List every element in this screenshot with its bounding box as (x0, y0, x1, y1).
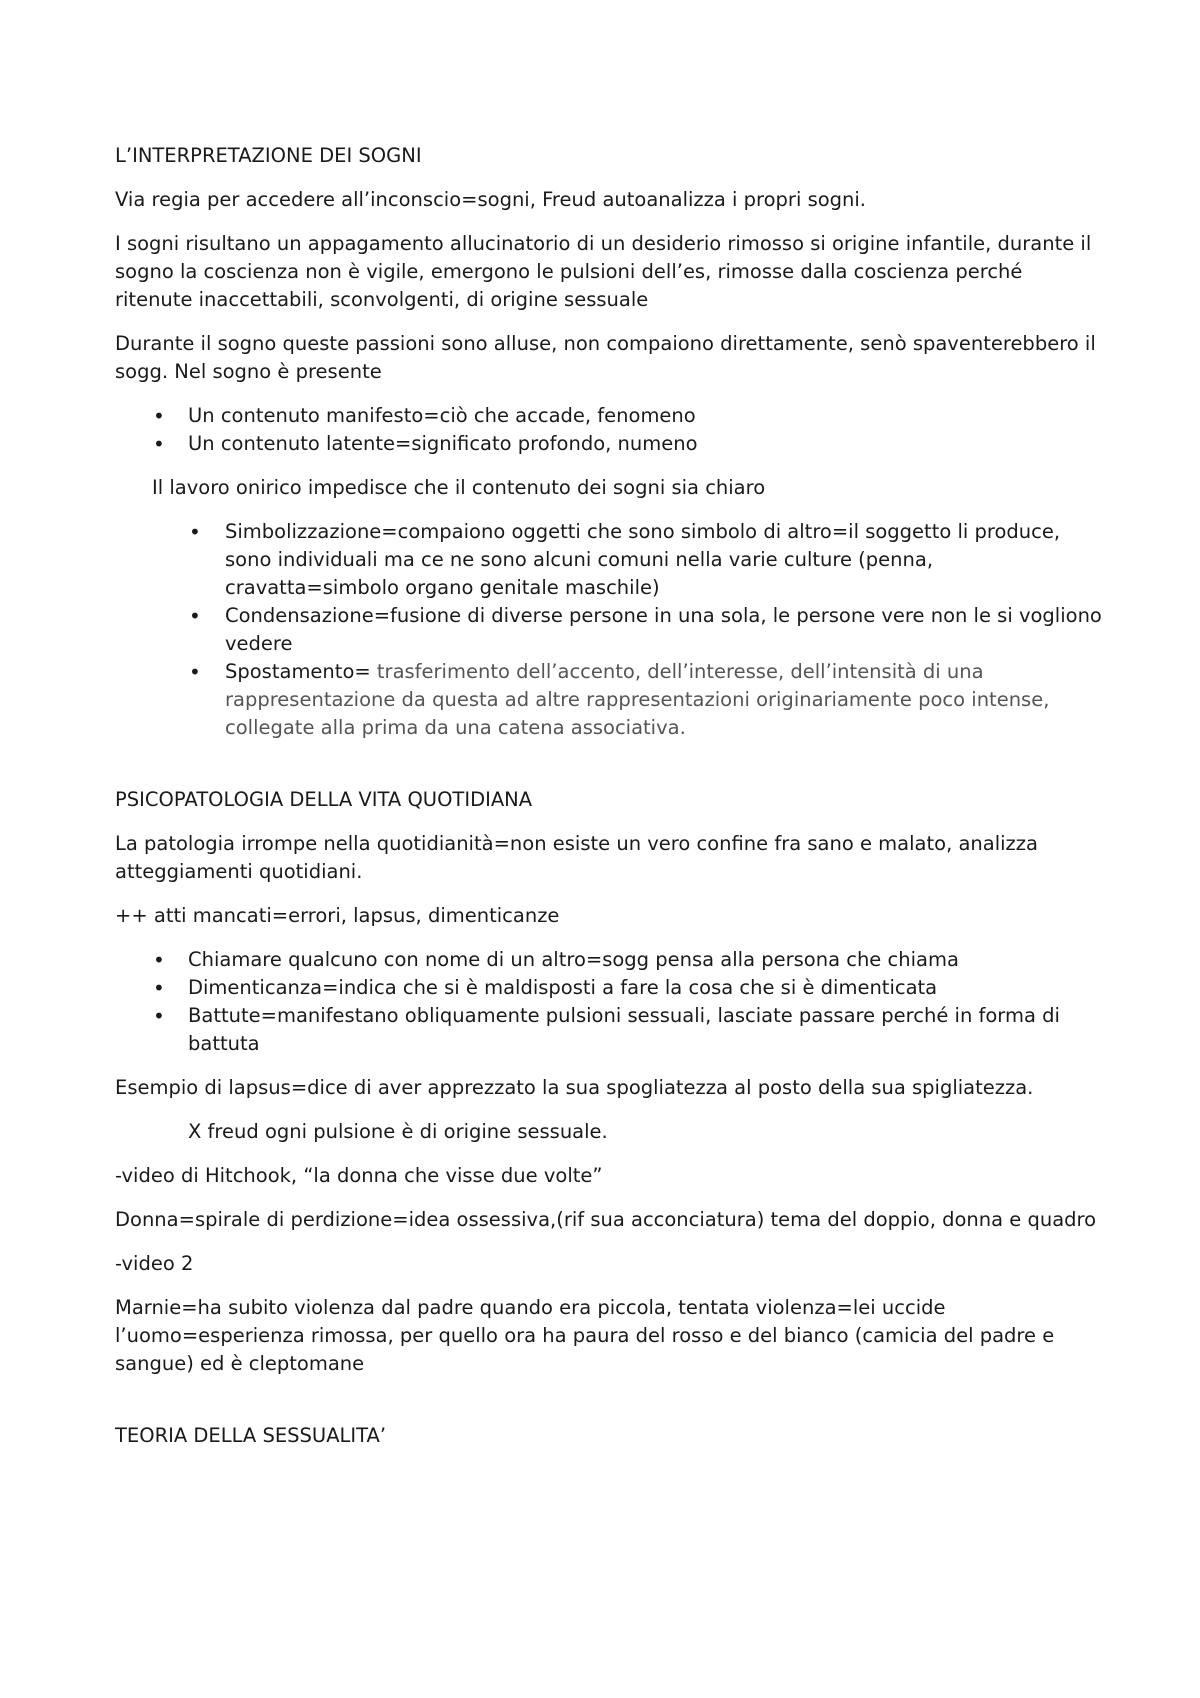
paragraph: Durante il sogno queste passioni sono alluse, non compaiono direttamente, senò spaventerebbero il sogg. Nel sogno è presente (115, 332, 1096, 383)
list-item: • Un contenuto manifesto=ciò che accade, fenomeno (115, 402, 1105, 430)
list-item: • Dimenticanza=indica che si è maldisposti a fare la cosa che si è dimenticata (115, 974, 1105, 1002)
bullet-list (115, 402, 1105, 458)
list-item: • Un contenuto latente=significato profondo, numeno (115, 430, 1105, 458)
paragraph: Esempio di lapsus=dice di aver apprezzato la sua spogliatezza al posto della sua spigliatezza. (115, 1076, 1034, 1099)
paragraph: Donna=spirale di perdizione=idea ossessiva,(rif sua acconciatura) tema del doppio, donna e quadro (115, 1208, 1097, 1231)
paragraph: ++ atti mancati=errori, lapsus, dimenticanze (115, 904, 560, 927)
section-title: L’INTERPRETAZIONE DEI SOGNI (115, 144, 422, 167)
paragraph: -video di Hitchook, “la donna che visse due volte” (115, 1164, 603, 1187)
document-body (115, 142, 1105, 1466)
bullet-list (115, 946, 1105, 1058)
paragraph: Il lavoro onirico impedisce che il contenuto dei sogni sia chiaro (152, 476, 766, 499)
bullet-list (115, 518, 1105, 742)
paragraph: -video 2 (115, 1252, 194, 1275)
paragraph: I sogni risultano un appagamento allucinatorio di un desiderio rimosso si origine infantile, durante il sogno la coscienza non è vigile, emergono le pulsioni dell’es, rimosse dalla coscienza perché ritenute inaccettabili, sconvolgenti, di origine sessuale (115, 232, 1092, 311)
list-item: • Battute=manifestano obliquamente pulsioni sessuali, lasciate passare perché in forma di battuta (115, 1002, 1105, 1058)
list-item-label: Spostamento= (225, 660, 377, 683)
spacer (115, 758, 1105, 786)
spacer (115, 1394, 1105, 1422)
paragraph: Marnie=ha subito violenza dal padre quando era piccola, tentata violenza=lei uccide l’uomo=esperienza rimossa, per quello ora ha paura del rosso e del bianco (camicia del padre e sangue) ed è cleptomane (115, 1296, 1055, 1375)
paragraph: La patologia irrompe nella quotidianità=non esiste un vero confine fra sano e malato, analizza atteggiamenti quotidiani. (115, 832, 1038, 883)
list-item (115, 658, 1105, 742)
list-item: • Condensazione=fusione di diverse persone in una sola, le persone vere non le si vogliono vedere (115, 602, 1105, 658)
paragraph: Via regia per accedere all’inconscio=sogni, Freud autoanalizza i propri sogni. (115, 188, 867, 211)
list-item: • Chiamare qualcuno con nome di un altro=sogg pensa alla persona che chiama (115, 946, 1105, 974)
paragraph: X freud ogni pulsione è di origine sessuale. (188, 1120, 608, 1143)
list-item-definition: trasferimento dell’accento, dell’interesse, dell’intensità di una rappresentazione da questa ad altre rappresentazioni originariamente poco intense, collegate alla prima da una catena associativa. (225, 660, 1050, 739)
section-title: TEORIA DELLA SESSUALITA’ (115, 1424, 387, 1447)
section-title: PSICOPATOLOGIA DELLA VITA QUOTIDIANA (115, 788, 533, 811)
list-item: • Simbolizzazione=compaiono oggetti che sono simbolo di altro=il soggetto li produce, sono individuali ma ce ne sono alcuni comuni nella varie culture (penna, cravatta=simbolo organo genitale maschile) (115, 518, 1105, 602)
